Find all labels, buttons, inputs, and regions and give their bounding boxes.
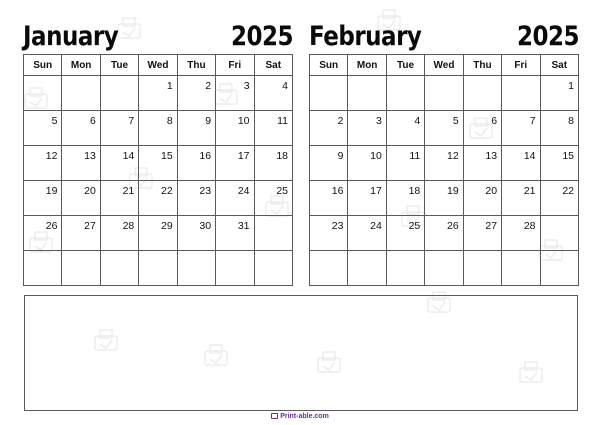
day-cell[interactable]	[425, 216, 463, 251]
day-number: 2	[337, 115, 344, 127]
day-number: 4	[414, 115, 421, 127]
week-row	[24, 181, 293, 216]
day-number: 16	[199, 150, 212, 162]
day-number: 22	[161, 185, 173, 197]
weekday-header: Thu	[177, 55, 215, 76]
day-number	[255, 251, 292, 255]
weeks	[24, 76, 293, 286]
day-cell[interactable]	[386, 146, 424, 181]
day-number: 14	[122, 150, 135, 162]
week-row	[310, 111, 579, 146]
day-number: 17	[237, 150, 250, 162]
day-cell[interactable]	[24, 146, 62, 181]
day-number: 27	[485, 220, 498, 232]
day-cell[interactable]	[24, 181, 62, 216]
day-number: 27	[84, 220, 96, 232]
day-cell[interactable]	[62, 181, 100, 216]
day-number: 24	[237, 185, 250, 197]
day-cell[interactable]	[502, 216, 540, 251]
day-cell[interactable]	[216, 111, 254, 146]
day-number: 15	[161, 150, 173, 162]
day-number: 21	[523, 185, 536, 197]
day-number	[62, 76, 99, 80]
day-cell[interactable]	[348, 146, 386, 181]
day-cell[interactable]	[62, 76, 100, 111]
calendar-month-january	[23, 22, 293, 232]
day-cell[interactable]	[540, 76, 578, 111]
day-number: 10	[370, 150, 382, 162]
day-number: 1	[568, 80, 574, 92]
day-cell[interactable]	[100, 111, 138, 146]
weekday-header: Mon	[62, 55, 100, 76]
day-number: 15	[562, 150, 574, 162]
day-number	[502, 251, 539, 255]
day-number	[541, 216, 578, 220]
day-cell[interactable]	[100, 216, 138, 251]
day-cell[interactable]	[502, 111, 540, 146]
day-number: 21	[122, 185, 135, 197]
day-cell[interactable]	[216, 146, 254, 181]
day-cell[interactable]	[348, 251, 386, 286]
day-number: 7	[128, 115, 135, 127]
day-cell[interactable]	[310, 181, 348, 216]
day-cell[interactable]	[254, 111, 292, 146]
weekday-header: Wed	[139, 55, 177, 76]
day-cell[interactable]	[310, 76, 348, 111]
day-cell[interactable]	[348, 111, 386, 146]
week-row	[310, 146, 579, 181]
day-cell[interactable]	[502, 181, 540, 216]
day-number: 13	[84, 150, 96, 162]
weekday-header-row	[310, 55, 579, 76]
day-cell[interactable]	[24, 76, 62, 111]
day-number	[101, 251, 138, 255]
day-cell[interactable]	[463, 216, 501, 251]
day-number: 18	[276, 150, 288, 162]
day-cell[interactable]	[216, 76, 254, 111]
day-number	[348, 76, 385, 80]
day-number: 16	[331, 185, 344, 197]
day-number: 9	[205, 115, 212, 127]
day-number	[24, 251, 61, 255]
day-cell[interactable]	[216, 216, 254, 251]
week-row	[24, 216, 293, 251]
day-number	[541, 251, 578, 255]
week-row	[310, 181, 579, 216]
day-number: 22	[562, 185, 574, 197]
day-number: 10	[237, 115, 250, 127]
day-cell[interactable]	[425, 111, 463, 146]
day-number: 25	[276, 185, 288, 197]
day-number	[348, 251, 385, 255]
day-number: 24	[370, 220, 382, 232]
week-row	[24, 251, 293, 286]
day-number: 28	[523, 220, 536, 232]
day-number: 26	[447, 220, 459, 232]
day-cell[interactable]	[540, 251, 578, 286]
day-cell[interactable]	[310, 251, 348, 286]
day-number: 23	[199, 185, 212, 197]
day-cell[interactable]	[24, 251, 62, 286]
day-cell[interactable]	[177, 251, 215, 286]
footer-brand	[0, 413, 600, 420]
day-cell[interactable]	[216, 251, 254, 286]
weekday-header: Tue	[386, 55, 424, 76]
day-number: 8	[166, 115, 173, 127]
day-cell[interactable]	[139, 251, 177, 286]
day-number: 25	[408, 220, 421, 232]
month-name: January	[23, 22, 119, 52]
day-number: 2	[205, 80, 212, 92]
day-number: 18	[408, 185, 421, 197]
day-cell[interactable]	[100, 146, 138, 181]
day-cell[interactable]	[62, 111, 100, 146]
day-number: 6	[90, 115, 96, 127]
day-number	[464, 251, 501, 255]
day-number: 26	[45, 220, 58, 232]
weekday-header: Wed	[425, 55, 463, 76]
day-cell[interactable]	[463, 76, 501, 111]
day-number	[387, 251, 424, 255]
day-cell[interactable]	[463, 111, 501, 146]
weekday-header-row	[24, 55, 293, 76]
day-cell[interactable]	[139, 111, 177, 146]
day-number	[464, 76, 501, 80]
day-number: 1	[166, 80, 173, 92]
day-cell[interactable]	[139, 76, 177, 111]
weekday-header: Sat	[254, 55, 292, 76]
day-cell[interactable]	[62, 216, 100, 251]
day-number	[425, 251, 462, 255]
day-cell[interactable]	[254, 146, 292, 181]
day-number: 3	[243, 80, 250, 92]
day-cell[interactable]	[254, 251, 292, 286]
day-cell[interactable]	[540, 146, 578, 181]
day-cell[interactable]	[425, 251, 463, 286]
day-cell[interactable]	[254, 76, 292, 111]
day-cell[interactable]	[177, 181, 215, 216]
notes-box[interactable]	[24, 295, 578, 411]
day-cell[interactable]	[540, 216, 578, 251]
day-cell[interactable]	[386, 216, 424, 251]
day-cell[interactable]	[310, 146, 348, 181]
day-cell[interactable]	[463, 251, 501, 286]
day-cell[interactable]	[463, 181, 501, 216]
week-row	[24, 146, 293, 181]
day-cell[interactable]	[139, 181, 177, 216]
day-number: 28	[122, 220, 135, 232]
day-cell[interactable]	[386, 76, 424, 111]
day-cell[interactable]	[100, 251, 138, 286]
day-number: 29	[161, 220, 173, 232]
day-number	[24, 76, 61, 80]
day-number	[387, 76, 424, 80]
calendar-month-february	[309, 22, 579, 232]
day-cell[interactable]	[425, 76, 463, 111]
day-number	[502, 76, 539, 80]
day-cell[interactable]	[100, 181, 138, 216]
day-number: 20	[84, 185, 96, 197]
weekday-header: Sun	[24, 55, 62, 76]
day-cell[interactable]	[540, 181, 578, 216]
day-cell[interactable]	[24, 216, 62, 251]
day-cell[interactable]	[62, 251, 100, 286]
day-cell[interactable]	[177, 76, 215, 111]
day-number	[255, 216, 292, 220]
day-number	[178, 251, 215, 255]
day-number: 30	[199, 220, 212, 232]
day-number: 4	[282, 80, 288, 92]
day-cell[interactable]	[24, 111, 62, 146]
day-number: 9	[337, 150, 344, 162]
day-cell[interactable]	[348, 216, 386, 251]
day-number: 14	[523, 150, 536, 162]
day-cell[interactable]	[502, 146, 540, 181]
day-number: 11	[277, 115, 288, 127]
brand-label: Print-able.com	[280, 413, 329, 420]
day-number	[310, 76, 347, 80]
day-cell[interactable]	[502, 76, 540, 111]
day-cell[interactable]	[386, 181, 424, 216]
week-row	[310, 216, 579, 251]
day-number: 19	[45, 185, 58, 197]
printer-icon	[271, 413, 278, 419]
day-cell[interactable]	[425, 146, 463, 181]
weekday-header: Sat	[540, 55, 578, 76]
day-cell[interactable]	[502, 251, 540, 286]
day-number: 11	[409, 150, 421, 162]
day-cell[interactable]	[62, 146, 100, 181]
day-cell[interactable]	[463, 146, 501, 181]
week-row	[24, 76, 293, 111]
day-cell[interactable]	[540, 111, 578, 146]
day-cell[interactable]	[310, 216, 348, 251]
weekday-header: Thu	[463, 55, 501, 76]
day-number	[139, 251, 176, 255]
day-number: 6	[491, 115, 498, 127]
day-number: 7	[529, 115, 536, 127]
weekday-header: Fri	[216, 55, 254, 76]
day-number: 20	[485, 185, 498, 197]
weekday-header: Sun	[310, 55, 348, 76]
day-cell[interactable]	[177, 111, 215, 146]
day-number: 17	[370, 185, 382, 197]
day-cell[interactable]	[216, 181, 254, 216]
day-number	[62, 251, 99, 255]
day-number: 5	[51, 115, 58, 127]
day-number: 5	[452, 115, 459, 127]
day-number: 31	[237, 220, 250, 232]
day-number	[101, 76, 138, 80]
weekday-header: Fri	[502, 55, 540, 76]
day-number: 12	[45, 150, 58, 162]
weekday-header: Tue	[100, 55, 138, 76]
day-cell[interactable]	[139, 146, 177, 181]
day-number: 3	[376, 115, 382, 127]
day-cell[interactable]	[100, 76, 138, 111]
day-number	[425, 76, 462, 80]
weekday-header: Mon	[348, 55, 386, 76]
month-year: 2025	[516, 22, 579, 52]
month-name: February	[309, 22, 422, 52]
day-number: 23	[331, 220, 344, 232]
day-cell[interactable]	[386, 111, 424, 146]
weeks	[310, 76, 579, 286]
day-cell[interactable]	[254, 181, 292, 216]
day-cell[interactable]	[177, 146, 215, 181]
day-number	[216, 251, 253, 255]
day-cell[interactable]	[254, 216, 292, 251]
week-row	[24, 111, 293, 146]
day-number: 12	[447, 150, 459, 162]
day-number	[310, 251, 347, 255]
day-number: 19	[447, 185, 459, 197]
day-cell[interactable]	[310, 111, 348, 146]
day-cell[interactable]	[348, 76, 386, 111]
month-header	[23, 22, 293, 54]
day-cell[interactable]	[425, 181, 463, 216]
week-row	[310, 76, 579, 111]
day-cell[interactable]	[386, 251, 424, 286]
week-row	[310, 251, 579, 286]
day-number: 8	[568, 115, 574, 127]
day-cell[interactable]	[139, 216, 177, 251]
calendar-grid	[23, 54, 293, 286]
month-year: 2025	[230, 22, 293, 52]
calendar-grid	[309, 54, 579, 286]
day-number: 13	[485, 150, 498, 162]
day-cell[interactable]	[348, 181, 386, 216]
month-header	[309, 22, 579, 54]
day-cell[interactable]	[177, 216, 215, 251]
